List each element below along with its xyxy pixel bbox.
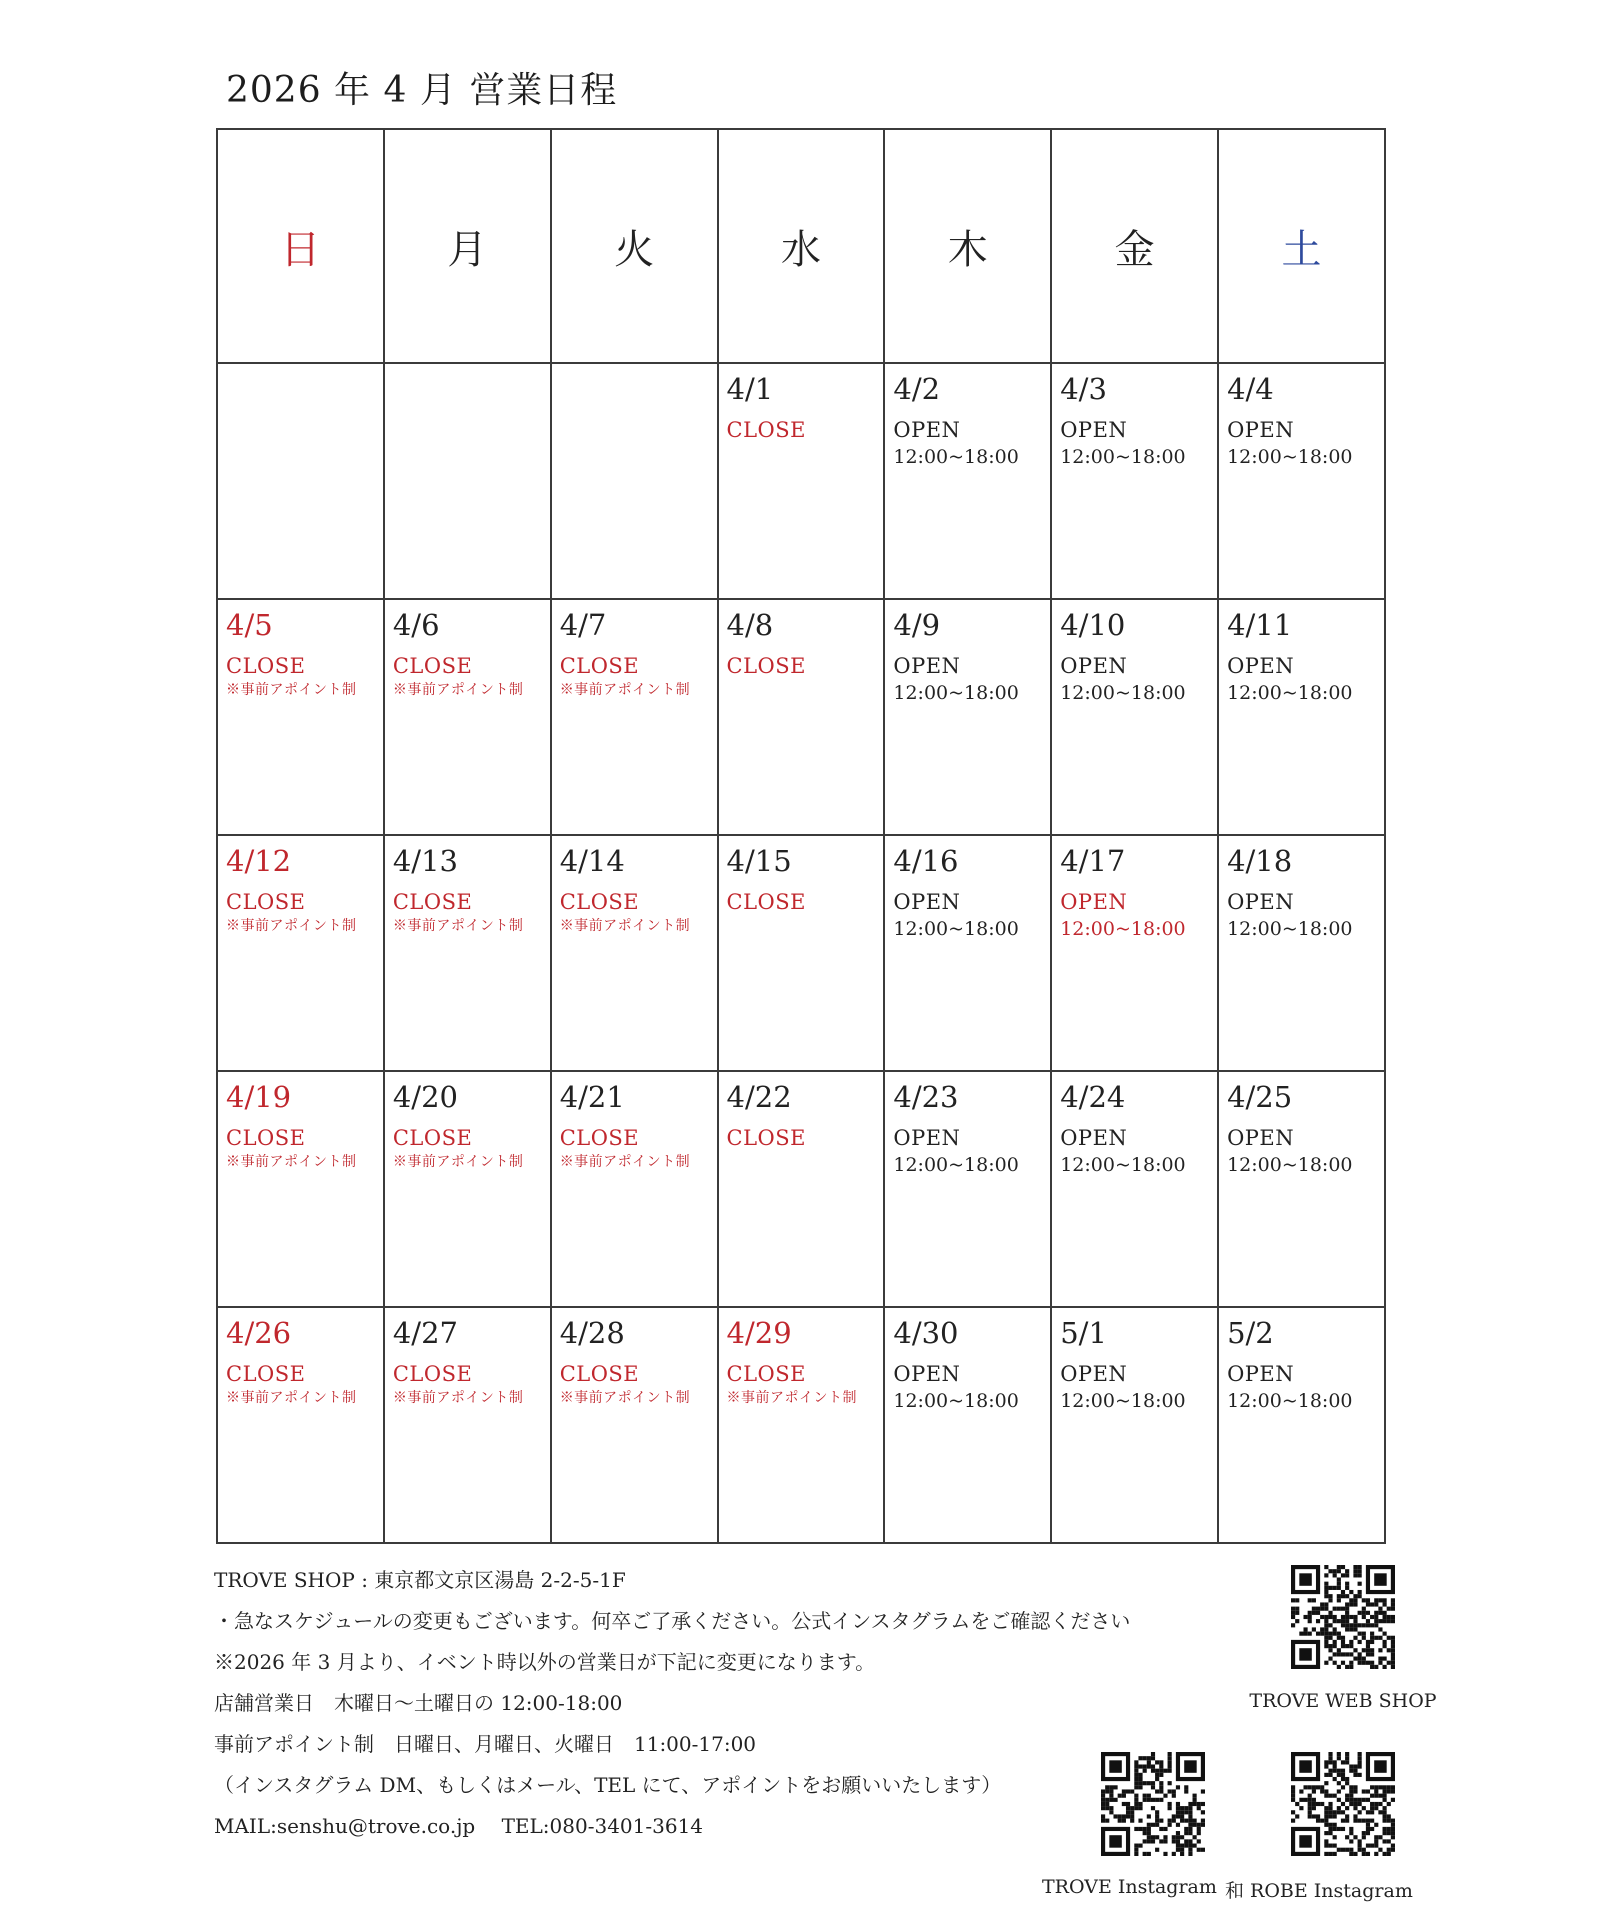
calendar-day-cell [217, 599, 384, 835]
calendar-day-cell [551, 1071, 718, 1307]
calendar-day-cell [384, 835, 551, 1071]
appointment-note: ※事前アポイント制 [559, 682, 691, 698]
weekday-header-fri: 金 [1051, 129, 1218, 363]
calendar-week-row [217, 835, 1385, 1071]
appointment-note: ※事前アポイント制 [392, 682, 524, 698]
opening-hours: 12:00~18:00 [1227, 918, 1353, 940]
close-status: CLOSE [226, 1362, 306, 1386]
weekday-header-sun: 日 [217, 129, 384, 363]
calendar-day-cell [217, 1307, 384, 1543]
open-status: OPEN [893, 890, 961, 914]
calendar-day-cell [1051, 835, 1218, 1071]
day-content [1219, 1072, 1384, 1178]
day-content [1219, 1308, 1384, 1414]
weekday-header-row [217, 129, 1385, 363]
calendar-day-cell [384, 1071, 551, 1307]
close-status: CLOSE [559, 654, 640, 678]
store-hours: 店舗営業日 木曜日〜土曜日の 12:00-18:00 [214, 1691, 623, 1715]
day-content [385, 1308, 550, 1408]
calendar-day-cell [1218, 835, 1385, 1071]
open-status: OPEN [893, 654, 961, 678]
opening-hours: 12:00~18:00 [893, 1390, 1019, 1412]
calendar-day-cell [884, 599, 1051, 835]
close-status: CLOSE [226, 1126, 306, 1150]
day-content [1219, 836, 1384, 942]
day-date: 4/11 [1227, 608, 1293, 642]
opening-hours: 12:00~18:00 [1060, 1154, 1186, 1176]
calendar-day-cell [718, 1307, 885, 1543]
calendar-empty-cell [384, 363, 551, 599]
appointment-note: ※事前アポイント制 [226, 918, 357, 934]
opening-hours: 12:00~18:00 [1227, 446, 1353, 468]
close-status: CLOSE [726, 1362, 806, 1386]
open-status: OPEN [1227, 890, 1295, 914]
day-date: 4/23 [893, 1080, 959, 1114]
open-status: OPEN [1227, 654, 1295, 678]
day-date: 4/14 [559, 844, 625, 878]
calendar-day-cell [217, 835, 384, 1071]
calendar-day-cell [1218, 599, 1385, 835]
calendar-day-cell [884, 835, 1051, 1071]
open-status: OPEN [1060, 1362, 1128, 1386]
calendar-body [217, 363, 1385, 1543]
qr-code-icon[interactable] [1291, 1565, 1395, 1669]
day-content [719, 836, 884, 916]
close-status: CLOSE [559, 890, 640, 914]
day-date: 4/2 [893, 372, 941, 406]
day-content [719, 1308, 884, 1408]
day-date: 4/12 [226, 844, 292, 878]
calendar-day-cell [1051, 363, 1218, 599]
open-status: OPEN [1227, 1126, 1295, 1150]
opening-hours: 12:00~18:00 [893, 1154, 1019, 1176]
calendar-day-cell [718, 599, 885, 835]
day-date: 4/10 [1060, 608, 1126, 642]
day-date: 4/20 [392, 1080, 458, 1114]
day-date: 4/13 [392, 844, 458, 878]
shop-address: TROVE SHOP : 東京都文京区湯島 2-2-5-1F [214, 1568, 626, 1592]
appointment-contact-note: （インスタグラム DM、もしくはメール、TEL にて、アポイントをお願いいたします） [214, 1773, 1002, 1797]
opening-hours: 12:00~18:00 [893, 682, 1019, 704]
schedule-calendar [216, 128, 1386, 1544]
day-date: 5/2 [1227, 1316, 1274, 1350]
day-content [218, 1072, 383, 1172]
day-date: 4/21 [559, 1080, 625, 1114]
weekday-header-thu: 木 [884, 129, 1051, 363]
calendar-week-row [217, 363, 1385, 599]
calendar-day-cell [718, 1071, 885, 1307]
open-status: OPEN [1227, 1362, 1295, 1386]
open-status: OPEN [893, 418, 961, 442]
close-status: CLOSE [726, 1126, 806, 1150]
day-date: 4/6 [392, 608, 440, 642]
calendar-day-cell [718, 363, 885, 599]
opening-hours: 12:00~18:00 [1227, 1390, 1353, 1412]
close-status: CLOSE [726, 890, 806, 914]
appointment-note: ※事前アポイント制 [226, 1390, 357, 1406]
close-status: CLOSE [226, 654, 306, 678]
day-content [1052, 836, 1217, 942]
web-shop-qr-caption: TROVE WEB SHOP [1249, 1690, 1437, 1712]
day-date: 4/19 [226, 1080, 292, 1114]
day-date: 4/1 [726, 372, 774, 406]
appointment-note: ※事前アポイント制 [226, 1154, 357, 1170]
calendar-day-cell [1051, 1307, 1218, 1543]
opening-hours: 12:00~18:00 [893, 918, 1019, 940]
calendar-day-cell [384, 599, 551, 835]
qr-code-icon[interactable] [1291, 1752, 1395, 1856]
weekday-header-sat: 土 [1218, 129, 1385, 363]
trove-instagram-qr-caption: TROVE Instagram [1042, 1876, 1217, 1898]
calendar-day-cell [718, 835, 885, 1071]
calendar-day-cell [551, 1307, 718, 1543]
day-date: 4/7 [559, 608, 607, 642]
page-title: 2026 年 4 月 営業日程 [226, 70, 618, 111]
calendar-empty-cell [217, 363, 384, 599]
open-status: OPEN [1060, 1126, 1128, 1150]
day-content [218, 600, 383, 700]
business-day-change-notice: ※2026 年 3 月より、イベント時以外の営業日が下記に変更になります。 [214, 1650, 876, 1674]
day-date: 4/4 [1227, 372, 1274, 406]
day-date: 4/26 [226, 1316, 292, 1350]
day-content [552, 600, 717, 700]
opening-hours: 12:00~18:00 [1060, 682, 1186, 704]
open-status: OPEN [1060, 890, 1128, 914]
robe-instagram-qr-caption: 和 ROBE Instagram [1225, 1880, 1413, 1902]
open-status: OPEN [893, 1126, 961, 1150]
appointment-note: ※事前アポイント制 [392, 1154, 524, 1170]
appointment-note: ※事前アポイント制 [726, 1390, 858, 1406]
close-status: CLOSE [392, 654, 473, 678]
day-date: 4/9 [893, 608, 941, 642]
day-content [1052, 1308, 1217, 1414]
close-status: CLOSE [226, 890, 306, 914]
appointment-note: ※事前アポイント制 [392, 918, 524, 934]
day-content [1219, 600, 1384, 706]
calendar-day-cell [1218, 1071, 1385, 1307]
day-content [552, 1072, 717, 1172]
appointment-note: ※事前アポイント制 [559, 1390, 691, 1406]
open-status: OPEN [1227, 418, 1295, 442]
weekday-header-mon: 月 [384, 129, 551, 363]
opening-hours: 12:00~18:00 [1060, 446, 1186, 468]
day-date: 4/5 [226, 608, 273, 642]
shop-info [214, 1560, 1254, 1847]
day-date: 4/28 [559, 1316, 625, 1350]
calendar-day-cell [551, 599, 718, 835]
day-date: 4/30 [893, 1316, 959, 1350]
day-content [885, 1072, 1050, 1178]
day-date: 4/18 [1227, 844, 1293, 878]
appointment-note: ※事前アポイント制 [226, 682, 357, 698]
calendar-day-cell [884, 1307, 1051, 1543]
schedule-change-notice: ・急なスケジュールの変更もございます。何卒ご了承ください。公式インスタグラムをご確認ください [214, 1609, 1131, 1633]
close-status: CLOSE [726, 654, 806, 678]
day-content [1219, 364, 1384, 470]
day-content [1052, 600, 1217, 706]
weekday-header-tue: 火 [551, 129, 718, 363]
calendar-day-cell [1218, 363, 1385, 599]
calendar-day-cell [1218, 1307, 1385, 1543]
opening-hours: 12:00~18:00 [1227, 682, 1353, 704]
open-status: OPEN [1060, 418, 1128, 442]
contact-info: MAIL:senshu@trove.co.jp TEL:080-3401-3614 [214, 1814, 704, 1838]
day-content [385, 600, 550, 700]
calendar-empty-cell [551, 363, 718, 599]
opening-hours: 12:00~18:00 [1060, 1390, 1186, 1412]
appointment-note: ※事前アポイント制 [559, 1154, 691, 1170]
day-content [552, 1308, 717, 1408]
day-date: 4/3 [1060, 372, 1107, 406]
day-content [385, 836, 550, 936]
calendar-day-cell [217, 1071, 384, 1307]
calendar-day-cell [551, 835, 718, 1071]
day-content [218, 836, 383, 936]
calendar-day-cell [884, 1071, 1051, 1307]
day-date: 5/1 [1060, 1316, 1107, 1350]
close-status: CLOSE [392, 890, 473, 914]
day-date: 4/17 [1060, 844, 1126, 878]
day-content [719, 1072, 884, 1152]
opening-hours: 12:00~18:00 [893, 446, 1019, 468]
calendar-week-row [217, 599, 1385, 835]
calendar-day-cell [384, 1307, 551, 1543]
weekday-header-wed: 水 [718, 129, 885, 363]
day-content [1052, 364, 1217, 470]
calendar-day-cell [1051, 599, 1218, 835]
calendar-week-row [217, 1071, 1385, 1307]
day-date: 4/29 [726, 1316, 792, 1350]
day-date: 4/27 [392, 1316, 458, 1350]
calendar-week-row [217, 1307, 1385, 1543]
appointment-note: ※事前アポイント制 [559, 918, 691, 934]
close-status: CLOSE [726, 418, 806, 442]
day-date: 4/24 [1060, 1080, 1126, 1114]
qr-code-icon[interactable] [1101, 1752, 1205, 1856]
close-status: CLOSE [559, 1126, 640, 1150]
day-content [885, 364, 1050, 470]
day-date: 4/15 [726, 844, 792, 878]
day-date: 4/8 [726, 608, 774, 642]
day-content [552, 836, 717, 936]
calendar-day-cell [884, 363, 1051, 599]
day-content [385, 1072, 550, 1172]
appointment-hours: 事前アポイント制 日曜日、月曜日、火曜日 11:00-17:00 [214, 1732, 757, 1756]
open-status: OPEN [1060, 654, 1128, 678]
day-content [218, 1308, 383, 1408]
close-status: CLOSE [392, 1126, 473, 1150]
opening-hours: 12:00~18:00 [1227, 1154, 1353, 1176]
calendar-day-cell [1051, 1071, 1218, 1307]
day-content [885, 836, 1050, 942]
appointment-note: ※事前アポイント制 [392, 1390, 524, 1406]
day-content [885, 1308, 1050, 1414]
close-status: CLOSE [559, 1362, 640, 1386]
day-date: 4/25 [1227, 1080, 1293, 1114]
day-content [885, 600, 1050, 706]
opening-hours: 12:00~18:00 [1060, 918, 1186, 940]
day-content [719, 364, 884, 444]
day-content [719, 600, 884, 680]
close-status: CLOSE [392, 1362, 473, 1386]
day-date: 4/22 [726, 1080, 792, 1114]
open-status: OPEN [893, 1362, 961, 1386]
day-date: 4/16 [893, 844, 959, 878]
day-content [1052, 1072, 1217, 1178]
